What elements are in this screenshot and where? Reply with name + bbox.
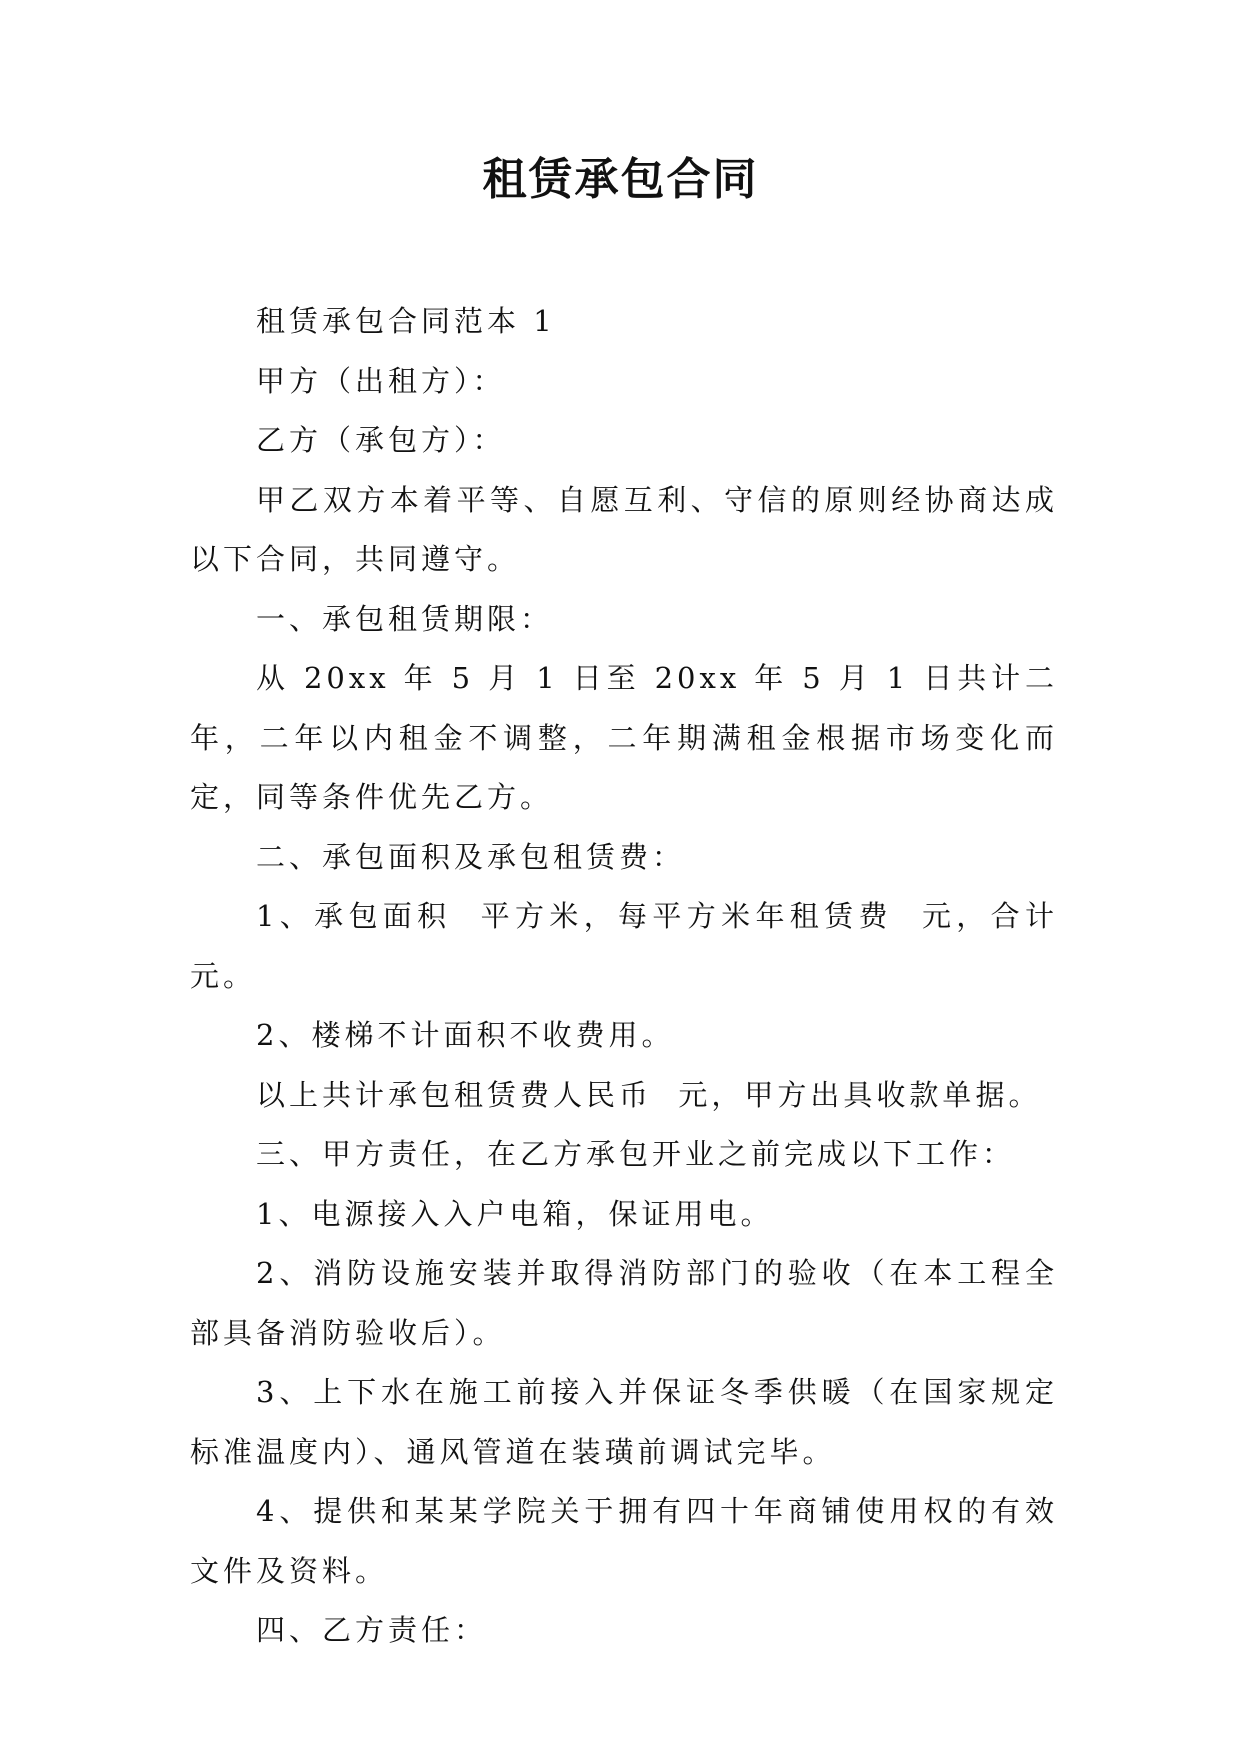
paragraph-duty-3: 3、上下水在施工前接入并保证冬季供暖（在国家规定标准温度内）、通风管道在装璜前调试完毕。: [190, 1375, 1058, 1469]
document-body: [190, 292, 1085, 1661]
paragraph-duty-2: 2、消防设施安装并取得消防部门的验收（在本工程全部具备消防验收后）。: [190, 1256, 1058, 1350]
section-heading-party-a-duties: 三、甲方责任，在乙方承包开业之前完成以下工作：: [256, 1137, 1016, 1171]
paragraph-term-detail: 从 20xx 年 5 月 1 日至 20xx 年 5 月 1 日共计二年，二年以内租金不调整，二年期满租金根据市场变化而定，同等条件优先乙方。: [190, 661, 1058, 814]
paragraph-party-a: 甲方（出租方）：: [256, 363, 506, 398]
paragraph-party-b: 乙方（承包方）：: [256, 423, 506, 457]
section-heading-area-fee: 二、承包面积及承包租赁费：: [256, 839, 686, 874]
paragraph-duty-4: 4、提供和某某学院关于拥有四十年商铺使用权的有效文件及资料。: [190, 1494, 1058, 1588]
paragraph-total-fee: 以上共计承包租赁费人民币 元，甲方出具收款单据。: [256, 1077, 1042, 1112]
section-heading-party-b-duties: 四、乙方责任：: [256, 1613, 488, 1647]
document-title: 租赁承包合同: [482, 154, 759, 205]
paragraph-duty-1: 1、电源接入入户电箱，保证用电。: [256, 1196, 774, 1231]
paragraph-template-label: 租赁承包合同范本 1: [256, 304, 556, 338]
paragraph-preamble: 甲乙双方本着平等、自愿互利、守信的原则经协商达成以下合同，共同遵守。: [190, 482, 1058, 576]
section-heading-term: 一、承包租赁期限：: [256, 601, 554, 636]
paragraph-area-fee-2: 2、楼梯不计面积不收费用。: [256, 1018, 675, 1052]
paragraph-area-fee-1: 1、承包面积 平方米，每平方米年租赁费 元，合计 元。: [190, 899, 1085, 993]
